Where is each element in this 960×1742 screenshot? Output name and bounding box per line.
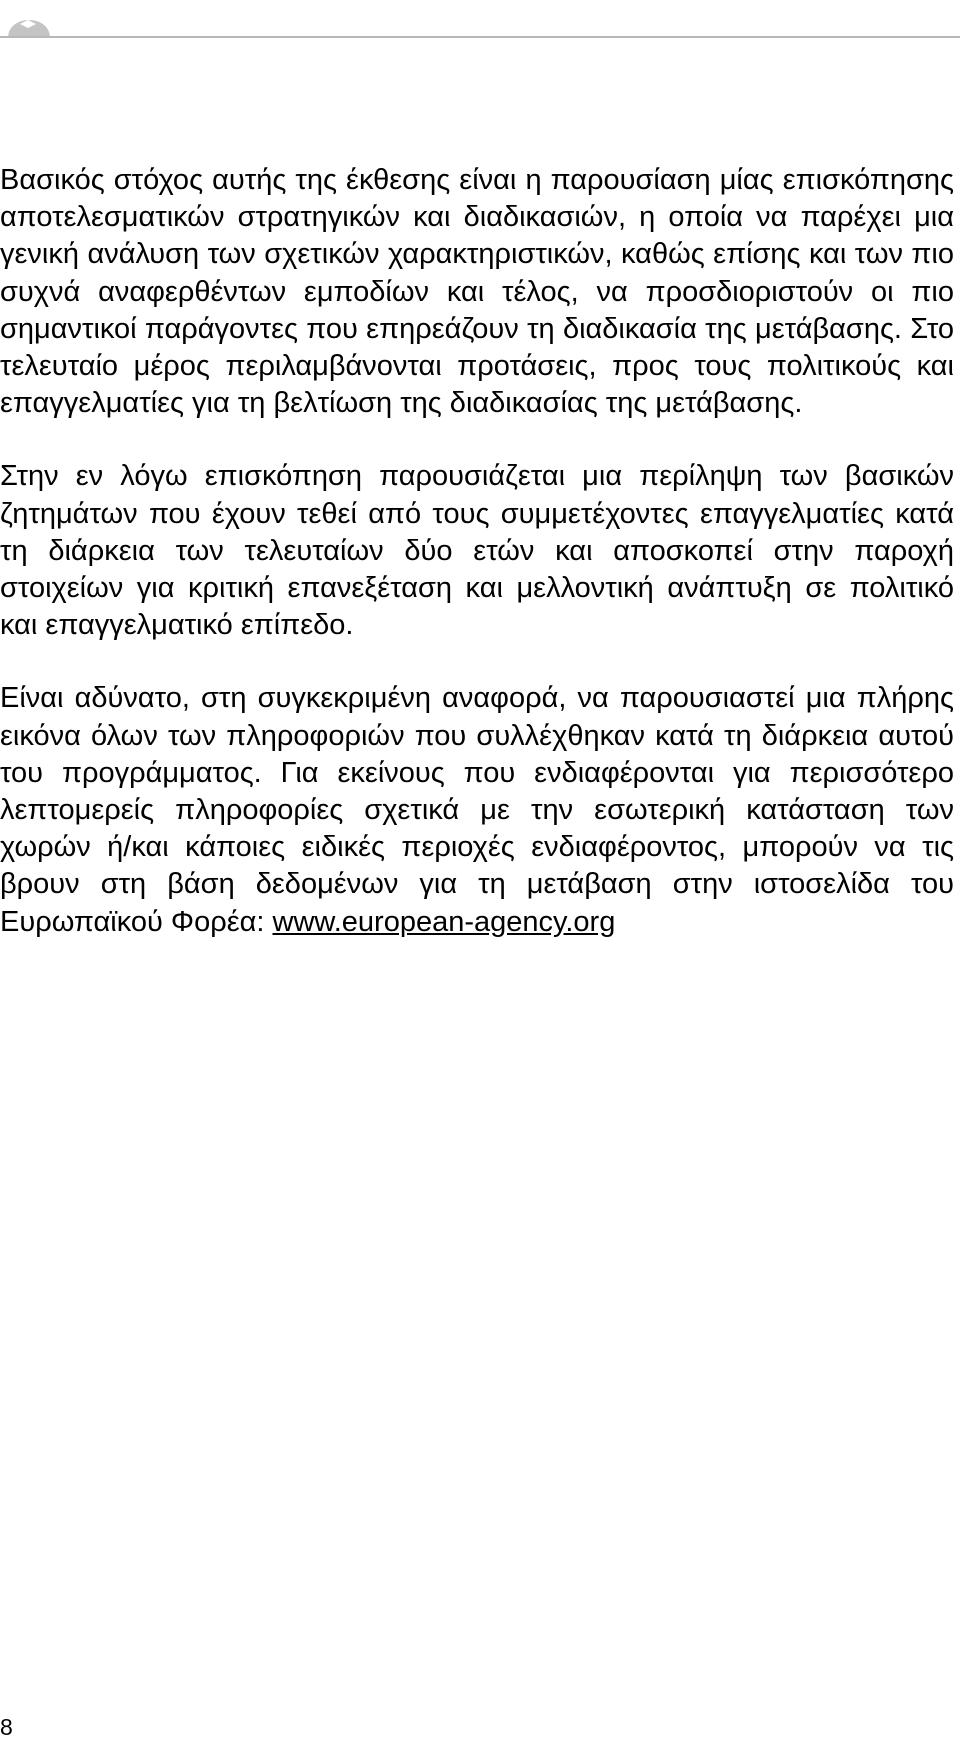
page-number: 8	[0, 1714, 13, 1740]
agency-logo-icon	[6, 4, 56, 38]
paragraph-3	[0, 680, 954, 940]
paragraph-1: Βασικός στόχος αυτής της έκθεσης είναι η παρουσίαση μίας επισκόπησης αποτελεσματικών στρατηγικών και διαδικασιών, η οποία να παρέχει μια γενική ανάλυση των σχετικών χαρακτηριστικών, καθώς επίσης και των πιο συχνά αναφερθέντων εμποδίων και τέλος, να προσδιοριστούν οι πιο σημαντικοί παράγοντες που επηρεάζουν τη διαδικασία της μετάβασης. Στο τελευταίο μέρος περιλαμβάνονται προτάσεις, προς τους πολιτικούς και επαγγελματίες για τη βελτίωση της διαδικασίας της μετάβασης.	[0, 164, 954, 420]
document-body	[0, 162, 954, 977]
agency-website-link[interactable]: www.european-agency.org	[272, 905, 616, 938]
header-rule	[0, 36, 960, 38]
paragraph-2: Στην εν λόγω επισκόπηση παρουσιάζεται μια περίληψη των βασικών ζητημάτων που έχουν τεθεί από τους συμμετέχοντες επαγγελματίες κατά τη διάρκεια των τελευταίων δύο ετών και αποσκοπεί στην παροχή στοιχείων για κριτική επανεξέταση και μελλοντική ανάπτυξη σε πολιτικό και επαγγελματικό επίπεδο.	[0, 460, 954, 642]
paragraph-3-text: Είναι αδύνατο, στη συγκεκριμένη αναφορά, να παρουσιαστεί μια πλήρης εικόνα όλων των πληροφοριών που συλλέχθηκαν κατά τη διάρκεια αυτού του προγράμματος. Για εκείνους που ενδιαφέρονται για περισσότερο λεπτομερείς πληροφορίες σχετικά με την εσωτερική κατάσταση των χωρών ή/και κάποιες ειδικές περιοχές ενδιαφέροντος, μπορούν να τις βρουν στη βάση δεδομένων για τη μετάβαση στην ιστοσελίδα του Ευρωπαϊκού Φορέα:	[0, 682, 954, 938]
